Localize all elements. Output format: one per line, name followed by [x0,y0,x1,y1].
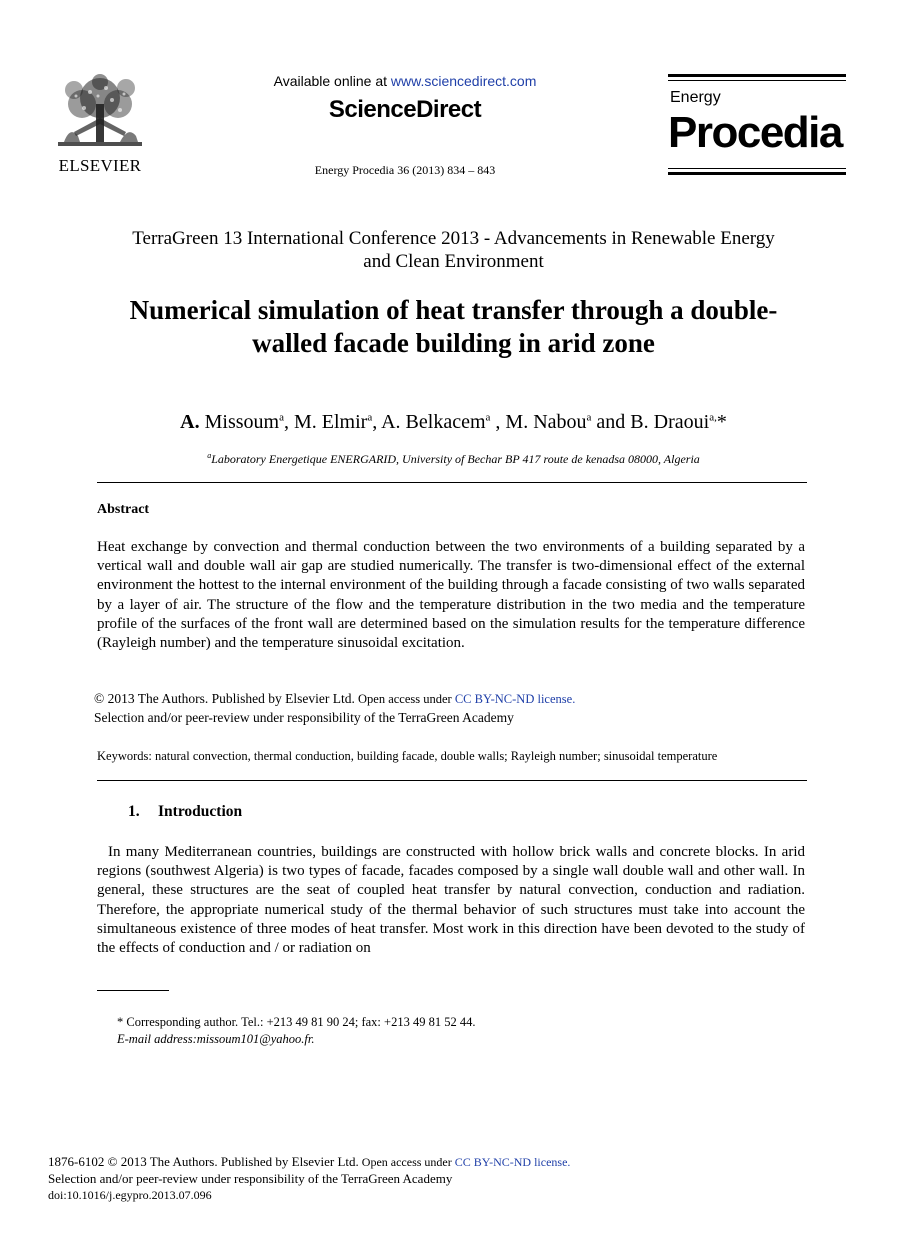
author-sup: a, [709,411,717,424]
conference-name [90,227,817,273]
page-footer [48,1154,570,1204]
author-name: B. Draoui [630,411,710,433]
author-sep: and [591,411,631,433]
author-name: M. Elmir [293,411,368,433]
affiliation [90,451,817,467]
footnote-email [117,1031,475,1048]
abstract-heading: Abstract [97,502,150,517]
elsevier-wordmark: ELSEVIER [58,156,142,175]
footer-open-access: Open access under [358,1155,455,1169]
logo-rule-bottom-thin [668,168,846,169]
keywords-label: Keywords: [97,749,155,763]
keywords-text: natural convection, thermal conduction, building facade, double walls; Rayleigh number; sinusoidal temperature [154,749,718,763]
section-heading [128,803,242,821]
license-link[interactable]: CC BY-NC-ND license. [454,692,576,706]
footer-copyright [48,1154,570,1171]
author-sep: , [372,411,382,433]
logo-procedia-text: Procedia [668,108,842,157]
footer-peer-review: Selection and/or peer-review under responsibility of the TerraGreen Academy [48,1170,453,1186]
title-line-1: Numerical simulation of heat transfer through a double- [129,295,778,325]
affiliation-sup: a [207,451,212,460]
author-name: A. [180,411,200,433]
copyright-text: © 2013 The Authors. Published by Elsevier Ltd. [94,691,355,706]
copyright-line [94,690,575,709]
available-prefix: Available online at [273,73,391,89]
sciencedirect-logo: ScienceDirect [328,96,482,123]
footer-doi[interactable]: doi:10.1016/j.egypro.2013.07.096 [48,1188,212,1202]
elsevier-tree-icon [54,74,146,154]
energy-procedia-logo [668,74,846,176]
author-list: A. Missoum$^a$, M. Elmir$^a$, A. Belkacem$^a$ , M. Nabou$^a$ and B. Draoui$^{a,}$* [180,411,727,433]
footer-license-link[interactable]: CC BY-NC-ND license. [454,1155,571,1169]
available-online [230,73,580,89]
open-access-text: Open access under [354,692,455,706]
copyright-block [94,690,575,726]
author-sup: a [279,411,284,424]
elsevier-logo [52,74,148,174]
email-label: E-mail address: [117,1031,197,1046]
author-name: M. Nabou [505,411,587,433]
author-sep: , [490,411,506,433]
title-line-2: walled facade building in arid zone [252,328,655,358]
logo-energy-text: Energy [670,89,721,106]
section-title: Introduction [158,803,243,820]
rule-top [97,482,807,483]
paper-title [90,294,817,360]
author-name: A. Belkacem [381,411,486,433]
footnote-contact: * Corresponding author. Tel.: +213 49 81 90 24; fax: +213 49 81 52 44. [117,1015,476,1029]
footnote-rule [97,990,169,991]
peer-review-line: Selection and/or peer-review under responsibility of the TerraGreen Academy [94,709,514,725]
conference-line-2: and Clean Environment [363,251,544,272]
footer-copyright-text: 1876-6102 © 2013 The Authors. Published by Elsevier Ltd. [48,1154,359,1169]
introduction-text: In many Mediterranean countries, buildings are constructed with hollow brick walls and concrete blocks. In arid regions (southwest Algeria) is two types of facade, facades composed by a single wall double wall and other wall. In general, these structures are the seat of coupled heat transfer by natural convection, conduction and radiation. Therefore, the appropriate numerical study of the thermal behavior of such structures must take into account the simultaneous existence of three modes of heat transfer. Most work in this direction have been devoted to the study of the effects of conduction and / or radiation on [97,844,805,957]
footnote [117,1014,475,1047]
rule-bottom [97,780,807,781]
section-number: 1. [128,803,140,820]
corresponding-mark: * [716,411,727,433]
logo-rule-bottom [668,172,846,175]
affiliation-text: Laboratory Energetique ENERGARID, University of Bechar BP 417 route de kenadsa 08000, Algeria [211,452,700,466]
sciencedirect-link[interactable]: www.sciencedirect.com [390,73,537,89]
author-sup: a [586,411,592,424]
conference-line-1: TerraGreen 13 International Conference 2013 - Advancements in Renewable Energy [132,228,775,249]
logo-rule-top-thin [668,80,846,81]
journal-citation: Energy Procedia 36 (2013) 834 – 843 [314,163,496,177]
author-sup: a [367,411,373,424]
author-sup: a [485,411,491,424]
author-sep: , [283,411,294,433]
email-address[interactable]: missoum101@yahoo.fr. [196,1031,315,1046]
keywords [97,749,717,764]
logo-rule-top [668,74,846,77]
abstract-text: Heat exchange by convection and thermal conduction between the two environments of a building separated by a vertical wall and double wall air gap are studied numerically. The transfer is two-dimensional effect of the external environment the hottest to the internal environment of the building through a facade consisting of two walls separated by a layer of air. The structure of the flow and the temperature distribution in the two media and the temperature profile of the surfaces of the front wall are determined based on the simulation results for the temperature difference (Rayleigh number) and the temperature sinusoidal excitation. [97,539,805,652]
